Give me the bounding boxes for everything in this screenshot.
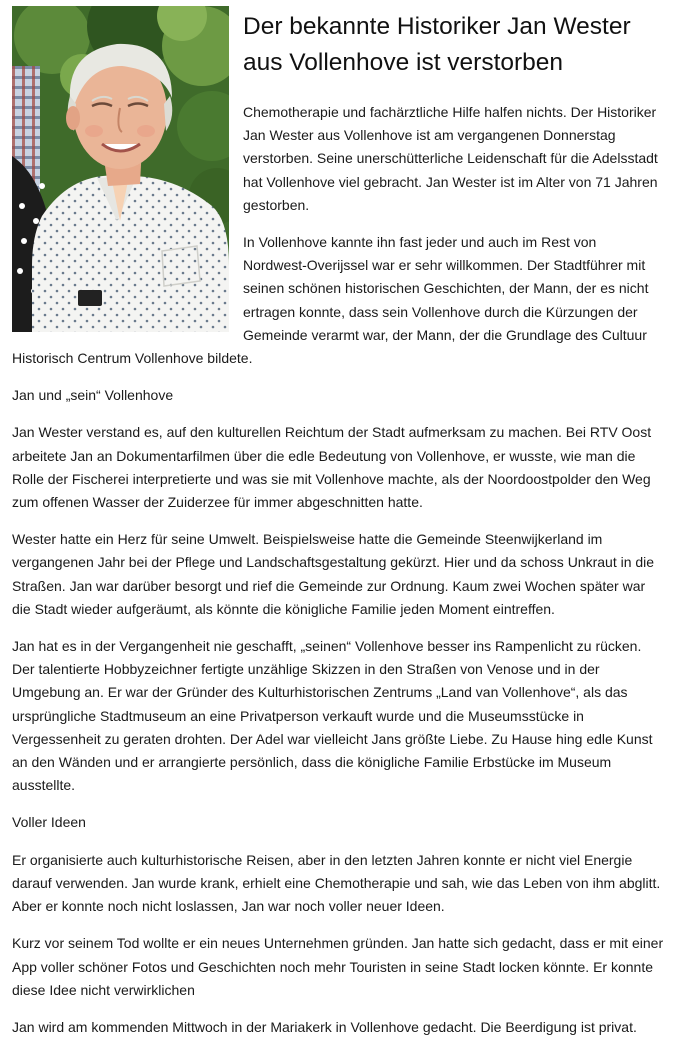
paragraph-6: Er organisierte auch kulturhistorische Reisen, aber in den letzten Jahren konnte er nicht viel Energie darauf verwenden. Jan wurde krank, erhielt eine Chemotherapie und sah, wie das Leben von ihm abglitt. Aber er konnte noch nicht loslassen, Jan war noch voller neuer Ideen. (12, 851, 661, 915)
paragraph-1: Chemotherapie und fachärztliche Hilfe halfen nichts. Der Historiker Jan Wester aus Vollenhove ist am vergangenen Donnerstag verstorben. Seine unerschütterliche Leidenschaft für die Adelsstadt hat Vollenhove viel gebracht. Jan Wester ist im Alter von 71 Jahren gestorben. (243, 104, 658, 213)
paragraph-3: Jan Wester verstand es, auf den kulturellen Reichtum der Stadt aufmerksam zu machen. Bei RTV Oost arbeitete Jan an Dokumentarfilmen über die edle Bedeutung von Vollenhove, er wusste, wie man die Rolle der Fischerei interpretierte und was sie mit Vollenhove machte, als der Noordoostpolder den Weg zum offenen Wasser der Zuiderzee für immer abgeschnitten hatte. (12, 424, 652, 511)
paragraph-7: Kurz vor seinem Tod wollte er ein neues Unternehmen gründen. Jan hatte sich gedacht, dass er mit einer App voller schöner Fotos und Geschichten noch mehr Touristen in seine Stadt locken könnte. Er konnte diese Idee nicht verwirklichen (12, 935, 664, 998)
article-title: Der bekannte Historiker Jan Wester aus Vollenhove ist verstorben (243, 13, 631, 76)
portrait-photo (12, 6, 229, 332)
paragraph-8: Jan wird am kommenden Mittwoch in der Mariakerk in Vollenhove gedacht. Die Beerdigung ist privat. (12, 1018, 637, 1035)
paragraph-2: In Vollenhove kannte ihn fast jeder und auch im Rest von Nordwest-Overijssel war er sehr willkommen. Der Stadtführer mit seinen schönen historischen Geschichten, der Mann, der es nicht ertragen konnte, dass sein Vollenhove durch die Kürzungen der Gemeinde verarmt war, der Mann, der die Grundlage des Cultuur Historisch Centrum Vollenhove bildete. (12, 234, 649, 367)
subheading-jan-und-sein-vollenhove: Jan und „sein“ Vollenhove (12, 387, 174, 404)
paragraph-4: Wester hatte ein Herz für seine Umwelt. Beispielsweise hatte die Gemeinde Steenwijkerland im vergangenen Jahr bei der Pflege und Landschaftsgestaltung gekürzt. Hier und da schoss Unkraut in die Straßen. Jan war darüber besorgt und rief die Gemeinde zur Ordnung. Kaum zwei Wochen später war die Stadt wieder aufgeräumt, als könnte die königliche Familie jeden Moment eintreffen. (12, 531, 655, 617)
subheading-voller-ideen: Voller Ideen (12, 814, 86, 831)
paragraph-5: Jan hat es in der Vergangenheit nie geschafft, „seinen“ Vollenhove besser ins Rampenlicht zu rücken. Der talentierte Hobbyzeichner fertigte unzählige Skizzen in den Straßen von Venose und in der Umgebung an. Er war der Gründer des Kulturhistorischen Zentrums „Land van Vollenhove“, als das ursprüngliche Stadtmuseum an eine Privatperson verkauft wurde und die Museumsstücke in Vergessenheit zu geraten drohten. Der Adel war vielleicht Jans größte Liebe. Zu Hause hing edle Kunst an den Wänden und er arrangierte persönlich, dass die königliche Familie Erbstücke im Museum ausstellte. (12, 638, 653, 794)
article (12, 6, 664, 1053)
